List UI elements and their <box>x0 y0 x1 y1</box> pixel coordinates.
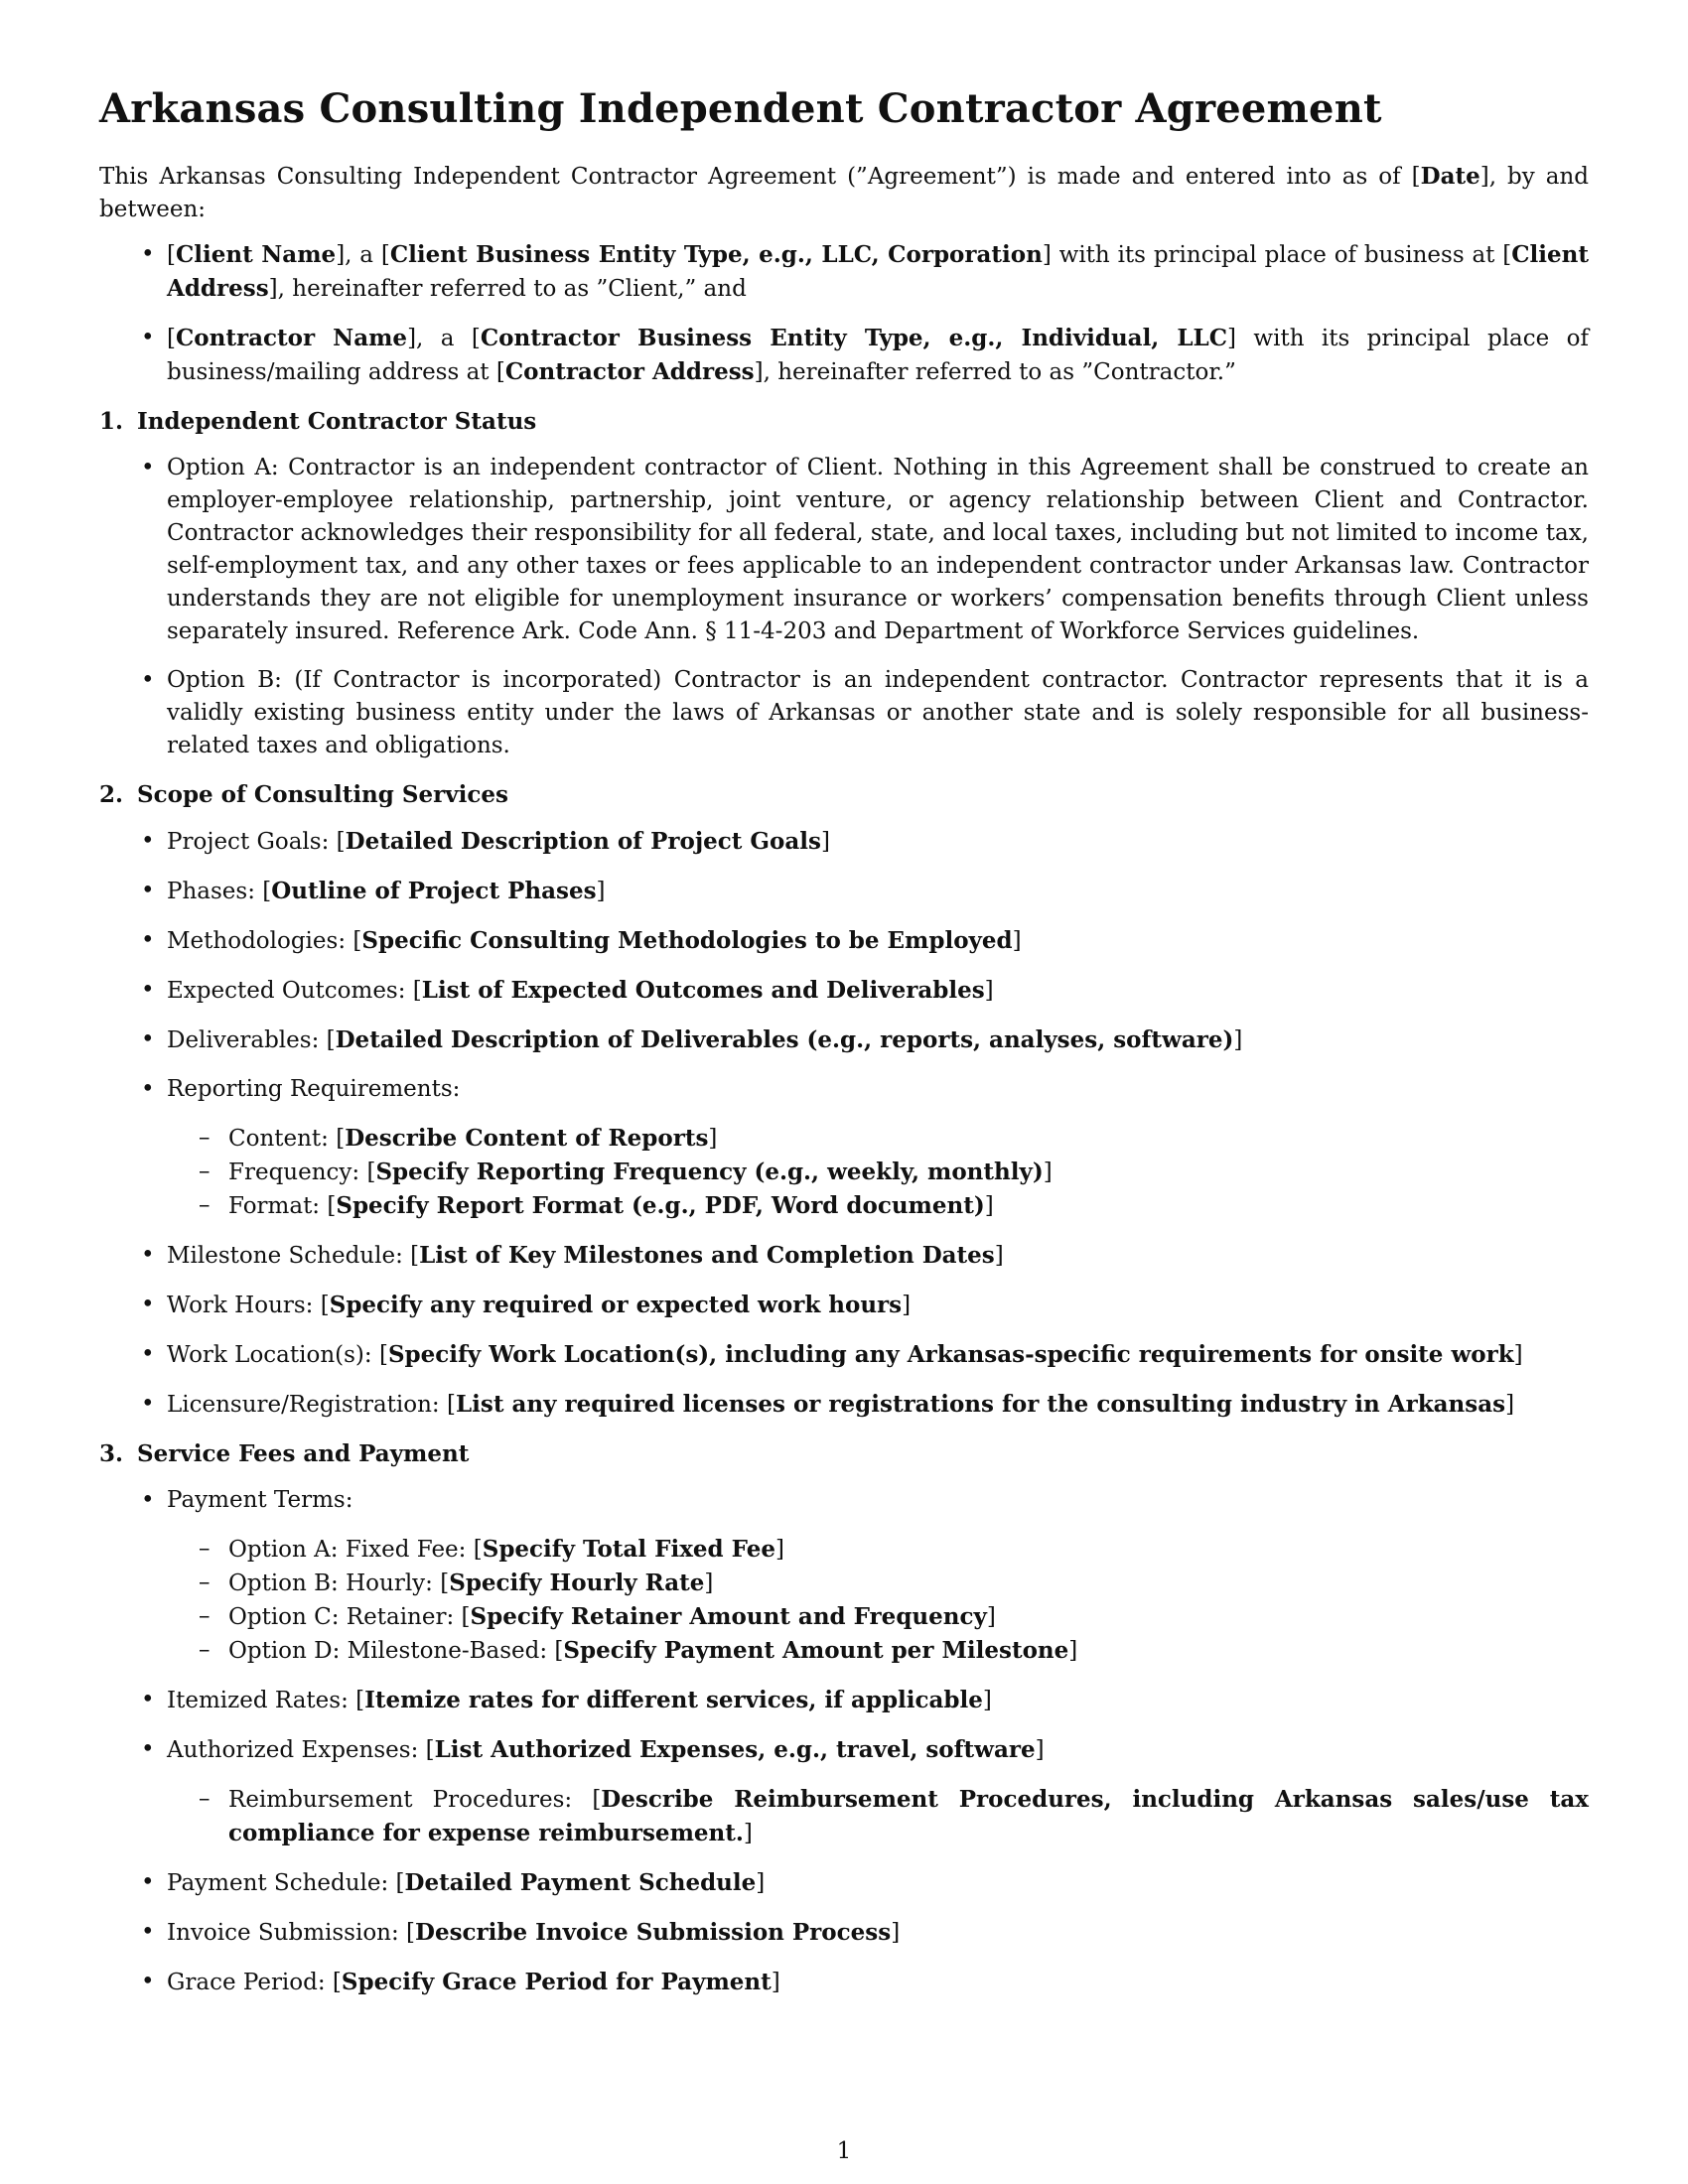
placeholder: Describe Content of Reports <box>345 1125 709 1152</box>
client-entity-placeholder: Client Business Entity Type, e.g., LLC, Corporation <box>389 241 1043 268</box>
document-title: Arkansas Consulting Independent Contractor Agreement <box>99 85 1382 132</box>
bracket: ] <box>774 1537 784 1563</box>
party-text: ] with its principal place of business at [ <box>1042 242 1512 268</box>
list-item <box>167 1733 1589 1850</box>
list-item <box>167 1388 1589 1422</box>
item-label: Reporting Requirements: <box>167 1076 461 1102</box>
bracket: ] <box>771 1970 780 1995</box>
bracket: ] <box>1012 928 1022 954</box>
item-label: Content: [ <box>228 1126 346 1152</box>
bracket: ] <box>1233 1027 1243 1053</box>
placeholder: List Authorized Expenses, e.g., travel, software <box>434 1736 1036 1763</box>
item-label: Option D: Milestone-Based: [ <box>228 1638 564 1664</box>
item-label: Payment Schedule: [ <box>167 1870 405 1896</box>
section-title: Scope of Consulting Services <box>137 781 508 808</box>
placeholder: Detailed Description of Deliverables (e.g., reports, analyses, software) <box>335 1026 1234 1053</box>
list-item <box>167 1966 1589 1999</box>
item-label: Itemized Rates: [ <box>167 1688 365 1713</box>
item-label: Option B: Hourly: [ <box>228 1570 450 1596</box>
option-a-item: • Option A: Contractor is an independent contractor of Client. Nothing in this Agreement shall be construed to create an employer-employee relationship, partnership, joint venture, or agency relationship between Client and Contractor. Contractor acknowledges their responsibility for all federal, state, and local taxes, including but not limited to income tax, self-employment tax, and any other taxes or fees applicable to an independent contractor under Arkansas law. Contractor understands they are not eligible for unemployment insurance or workers’ compensation benefits through Client unless separately insured. Reference Ark. Code Ann. § 11-4-203 and Department of Workforce Services guidelines. <box>167 452 1589 648</box>
section-heading-3 <box>99 1437 1589 1470</box>
item-label: Payment Terms: <box>167 1487 353 1513</box>
section-3-list <box>99 1484 1589 1999</box>
list-item <box>167 924 1589 958</box>
placeholder: Itemize rates for different services, if applicable <box>364 1687 983 1713</box>
party-text: ], hereinafter referred to as ”Client,” and <box>268 276 747 302</box>
item-label: Invoice Submission: [ <box>167 1920 416 1946</box>
intro-text: This Arkansas Consulting Independent Contractor Agreement (”Agreement”) is made and entered into as of [ <box>99 164 1421 190</box>
list-item <box>167 1073 1589 1223</box>
placeholder: Specify Total Fixed Fee <box>482 1536 775 1563</box>
option-b-item: • Option B: (If Contractor is incorporated) Contractor is an independent contractor. Contractor represents that it is a validly existing business entity under the laws of Arkansas or another state and is solely responsible for all business-related taxes and obligations. <box>167 664 1589 762</box>
item-label: Grace Period: [ <box>167 1970 342 1995</box>
bracket: ] <box>984 1193 994 1219</box>
placeholder: Specify Reporting Frequency (e.g., weekly, monthly) <box>375 1159 1044 1185</box>
item-label: Project Goals: [ <box>167 829 346 855</box>
item-label: Phases: [ <box>167 879 272 904</box>
bracket: ] <box>704 1570 714 1596</box>
placeholder: Specify Grace Period for Payment <box>341 1969 772 1995</box>
bracket: ] <box>1505 1392 1515 1418</box>
sub-item <box>228 1783 1589 1850</box>
contractor-address-placeholder: Contractor Address <box>504 358 755 385</box>
bracket: ] <box>984 978 994 1004</box>
list-item <box>167 875 1589 908</box>
list-item <box>167 1338 1589 1372</box>
placeholder: Detailed Payment Schedule <box>404 1869 757 1896</box>
party-client <box>167 238 1589 306</box>
party-text: ], hereinafter referred to as ”Contractor.” <box>754 359 1236 385</box>
item-label: Format: [ <box>228 1193 337 1219</box>
party-text: ], a [ <box>407 326 481 351</box>
bracket: ] <box>902 1293 912 1318</box>
section-title: Service Fees and Payment <box>137 1440 470 1467</box>
payment-terms-sublist <box>167 1533 1589 1668</box>
item-label: Work Location(s): [ <box>167 1342 388 1368</box>
list-item <box>167 1024 1589 1057</box>
placeholder: Describe Invoice Submission Process <box>415 1919 892 1946</box>
sub-item <box>228 1634 1589 1668</box>
sub-item <box>228 1567 1589 1600</box>
bracket: [ <box>167 242 176 268</box>
bracket: [ <box>167 326 176 351</box>
section-number: 1. <box>99 408 124 435</box>
section-number: 3. <box>99 1440 124 1467</box>
bracket: ] <box>1043 1160 1053 1185</box>
bracket: ] <box>986 1604 996 1630</box>
item-label: Reimbursement Procedures: [ <box>228 1787 602 1813</box>
list-item <box>167 1684 1589 1717</box>
intro-text-end: ], by and between: <box>99 164 1590 222</box>
item-label: Deliverables: [ <box>167 1027 336 1053</box>
list-item <box>167 825 1589 859</box>
bracket: ] <box>708 1126 718 1152</box>
party-contractor <box>167 322 1589 389</box>
item-label: Work Hours: [ <box>167 1293 330 1318</box>
bracket: ] <box>891 1920 901 1946</box>
reporting-sublist <box>167 1122 1589 1223</box>
client-name-placeholder: Client Name <box>175 241 337 268</box>
placeholder: Specify Work Location(s), including any Arkansas-specific requirements for onsite work <box>387 1341 1514 1368</box>
list-item <box>167 1916 1589 1950</box>
bracket: ] <box>756 1870 766 1896</box>
placeholder: Describe Reimbursement Procedures, including Arkansas sales/use tax compliance for expense reimbursement. <box>228 1786 1589 1846</box>
sub-item <box>228 1156 1589 1189</box>
bracket: ] <box>994 1243 1004 1269</box>
item-label: Licensure/Registration: [ <box>167 1392 456 1418</box>
section-2-list <box>99 825 1589 1422</box>
party-text: ], a [ <box>336 242 390 268</box>
item-label: Option A: Fixed Fee: [ <box>228 1537 483 1563</box>
placeholder: Outline of Project Phases <box>271 878 597 904</box>
sub-item <box>228 1122 1589 1156</box>
item-label: Milestone Schedule: [ <box>167 1243 420 1269</box>
list-item <box>167 1866 1589 1900</box>
placeholder: Specify Report Format (e.g., PDF, Word document) <box>336 1192 985 1219</box>
item-label: Authorized Expenses: [ <box>167 1737 435 1763</box>
bracket: ] <box>743 1821 753 1846</box>
bracket: ] <box>1513 1342 1523 1368</box>
list-item <box>167 974 1589 1008</box>
page-number: 1 <box>836 2138 852 2164</box>
document-page <box>99 85 1589 2015</box>
placeholder: List of Key Milestones and Completion Dates <box>419 1242 995 1269</box>
placeholder: Specify Payment Amount per Milestone <box>563 1637 1069 1664</box>
list-item <box>167 1239 1589 1273</box>
placeholder: List any required licenses or registrations for the consulting industry in Arkansas <box>455 1391 1506 1418</box>
item-label: Methodologies: [ <box>167 928 362 954</box>
item-label: Expected Outcomes: [ <box>167 978 422 1004</box>
sub-item <box>228 1533 1589 1567</box>
expenses-sublist <box>167 1783 1589 1850</box>
intro-paragraph <box>99 160 1589 226</box>
contractor-name-placeholder: Contractor Name <box>175 325 408 351</box>
party-text: ] with its principal place of business/mailing address at [ <box>167 326 1590 385</box>
placeholder: Specify Hourly Rate <box>449 1570 705 1596</box>
bracket: ] <box>1068 1638 1078 1664</box>
placeholder: Detailed Description of Project Goals <box>345 828 821 855</box>
placeholder: Specify Retainer Amount and Frequency <box>470 1603 987 1630</box>
date-placeholder: Date <box>1420 163 1480 190</box>
sub-item <box>228 1189 1589 1223</box>
placeholder: Specify any required or expected work hours <box>329 1292 903 1318</box>
section-1-list <box>99 452 1589 762</box>
section-number: 2. <box>99 781 124 808</box>
placeholder: Specific Consulting Methodologies to be Employed <box>361 927 1013 954</box>
document-body <box>99 238 1589 1999</box>
contractor-entity-placeholder: Contractor Business Entity Type, e.g., Individual, LLC <box>480 325 1228 351</box>
bracket: ] <box>1035 1737 1045 1763</box>
sub-item <box>228 1600 1589 1634</box>
placeholder: List of Expected Outcomes and Deliverables <box>421 977 985 1004</box>
item-label: Frequency: [ <box>228 1160 376 1185</box>
client-address-placeholder: Client Address <box>167 241 1589 302</box>
section-heading-1 <box>99 405 1589 438</box>
item-label: Option C: Retainer: [ <box>228 1604 471 1630</box>
bracket: ] <box>596 879 606 904</box>
section-title: Independent Contractor Status <box>137 408 537 435</box>
list-item <box>167 1289 1589 1322</box>
section-heading-2 <box>99 778 1589 811</box>
parties-list <box>99 238 1589 389</box>
list-item <box>167 1484 1589 1668</box>
bracket: ] <box>982 1688 992 1713</box>
bracket: ] <box>821 829 830 855</box>
